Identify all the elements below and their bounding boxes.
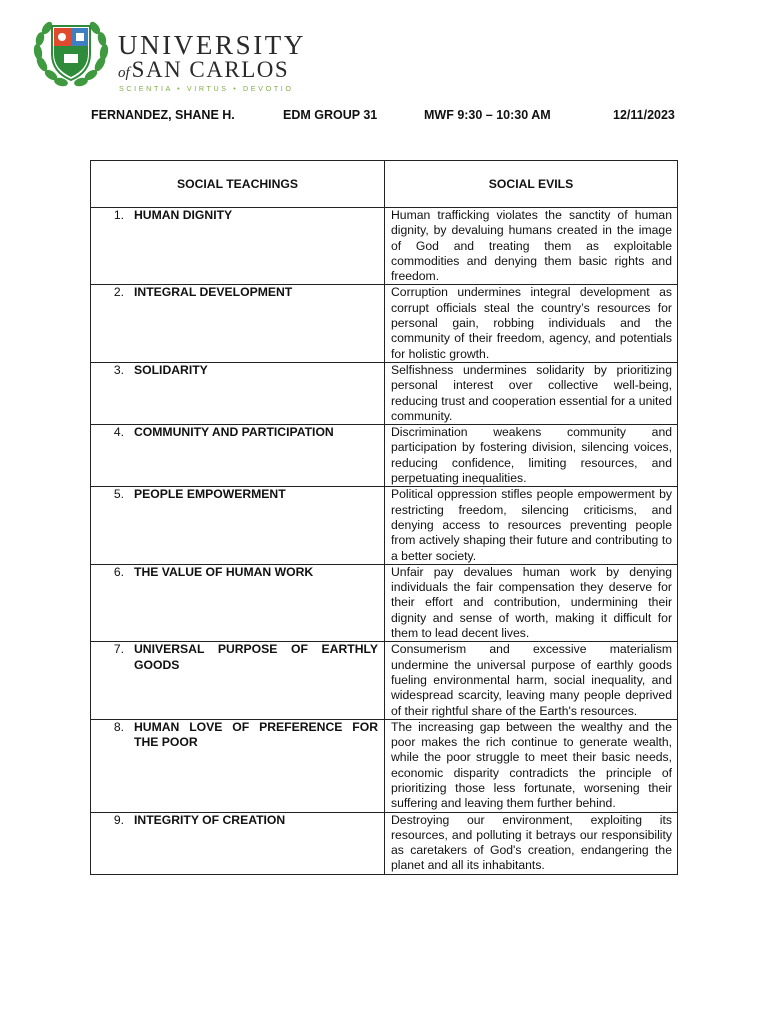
evil-cell	[385, 487, 678, 564]
evil-text: Selfishness undermines solidarity by prioritizing personal interest over collective well-being, reducing trust and cooperation essential for a united community.	[391, 362, 672, 423]
evil-text: Discrimination weakens community and participation by fostering division, silencing voices, reducing confidence, limiting resources, and perpetuating inequalities.	[391, 425, 672, 486]
teaching-text: UNIVERSAL PURPOSE OF EARTHLY GOODS	[134, 642, 378, 672]
university-name-line2	[118, 58, 289, 81]
teachings-table	[90, 160, 678, 875]
teaching-text: SOLIDARITY	[134, 362, 208, 377]
table-row	[91, 285, 678, 362]
teaching-cell	[91, 812, 385, 874]
group-label: EDM GROUP 31	[283, 108, 378, 122]
evil-text: Destroying our environment, exploiting its resources, and polluting it betrays our responsibility as caretakers of God's creation, endangering the planet and all its inhabitants.	[391, 812, 672, 873]
header-social-teachings: SOCIAL TEACHINGS	[91, 161, 385, 208]
row-number: 1.	[113, 208, 124, 222]
table-row	[91, 208, 678, 285]
teaching-cell	[91, 362, 385, 424]
header-social-evils: SOCIAL EVILS	[385, 161, 678, 208]
teaching-text: INTEGRAL DEVELOPMENT	[134, 285, 293, 300]
university-seal-icon	[30, 14, 112, 90]
evil-text: Consumerism and excessive materialism undermine the universal purpose of earthly goods fueling environmental harm, social inequality, and widespread scarcity, leaving many people deprived of their rightful share of the Earth's resources.	[391, 642, 672, 718]
teaching-cell	[91, 285, 385, 362]
teaching-text: HUMAN DIGNITY	[134, 208, 233, 222]
university-name-san-carlos: SAN CARLOS	[131, 57, 290, 82]
row-number: 5.	[113, 487, 124, 502]
teaching-text: HUMAN LOVE OF PREFERENCE FOR THE POOR	[134, 719, 378, 750]
evil-cell	[385, 362, 678, 424]
row-number: 6.	[113, 564, 124, 579]
teaching-cell	[91, 719, 385, 812]
teaching-cell	[91, 208, 385, 285]
table-row	[91, 425, 678, 487]
student-name: FERNANDEZ, SHANE H.	[91, 108, 235, 122]
evil-text: Political oppression stifles people empowerment by restricting freedom, silencing criticisms, and denying access to resources preventing people from actively shaping their future and contributing to a better society.	[391, 487, 672, 563]
evil-cell	[385, 812, 678, 874]
teaching-cell	[91, 564, 385, 641]
row-number: 7.	[113, 642, 124, 657]
teaching-text: INTEGRITY OF CREATION	[134, 812, 286, 827]
teaching-text: COMMUNITY AND PARTICIPATION	[134, 425, 334, 440]
evil-cell	[385, 719, 678, 812]
table-row	[91, 719, 678, 812]
date-label: 12/11/2023	[613, 108, 675, 122]
table-row	[91, 487, 678, 564]
teaching-cell	[91, 642, 385, 719]
table-row	[91, 564, 678, 641]
row-number: 9.	[113, 812, 124, 827]
table-row	[91, 642, 678, 719]
evil-cell	[385, 564, 678, 641]
teaching-cell	[91, 487, 385, 564]
university-name-line1: UNIVERSITY	[118, 30, 306, 60]
row-number: 2.	[113, 285, 124, 300]
teaching-cell	[91, 425, 385, 487]
table-row	[91, 812, 678, 874]
evil-cell	[385, 208, 678, 285]
evil-text: Unfair pay devalues human work by denying individuals the fair compensation they deserve for their effort and contribution, undermining their dignity and sense of worth, making it difficult for them to lead decent lives.	[391, 564, 672, 641]
teaching-text: THE VALUE OF HUMAN WORK	[134, 564, 314, 579]
table-row	[91, 362, 678, 424]
schedule-label: MWF 9:30 – 10:30 AM	[424, 108, 551, 122]
university-motto: SCIENTIA • VIRTUS • DEVOTIO	[119, 84, 294, 93]
row-number: 3.	[113, 362, 124, 377]
university-logo	[28, 14, 328, 93]
university-name-of: of	[118, 65, 130, 81]
evil-text: Corruption undermines integral development as corrupt officials steal the country’s resources for personal gain, robbing individuals and the community of their freedom, agency, and potentials for holistic growth.	[391, 285, 672, 361]
table-header-row	[91, 161, 678, 208]
teaching-text: PEOPLE EMPOWERMENT	[134, 487, 286, 502]
evil-cell	[385, 425, 678, 487]
evil-cell	[385, 642, 678, 719]
evil-cell	[385, 285, 678, 362]
evil-text: The increasing gap between the wealthy and the poor makes the rich continue to generate wealth, while the poor struggle to meet their basic needs, economic disparity contradicts the principle of prioritizing those less fortunate, worsening their suffering and leaving them further behind.	[391, 719, 672, 811]
row-number: 4.	[113, 425, 124, 440]
evil-text: Human trafficking violates the sanctity of human dignity, by devaluing humans created in the image of God and treating them as exploitable commodities and denying them basic rights and freedom.	[391, 208, 672, 284]
row-number: 8.	[113, 719, 124, 734]
